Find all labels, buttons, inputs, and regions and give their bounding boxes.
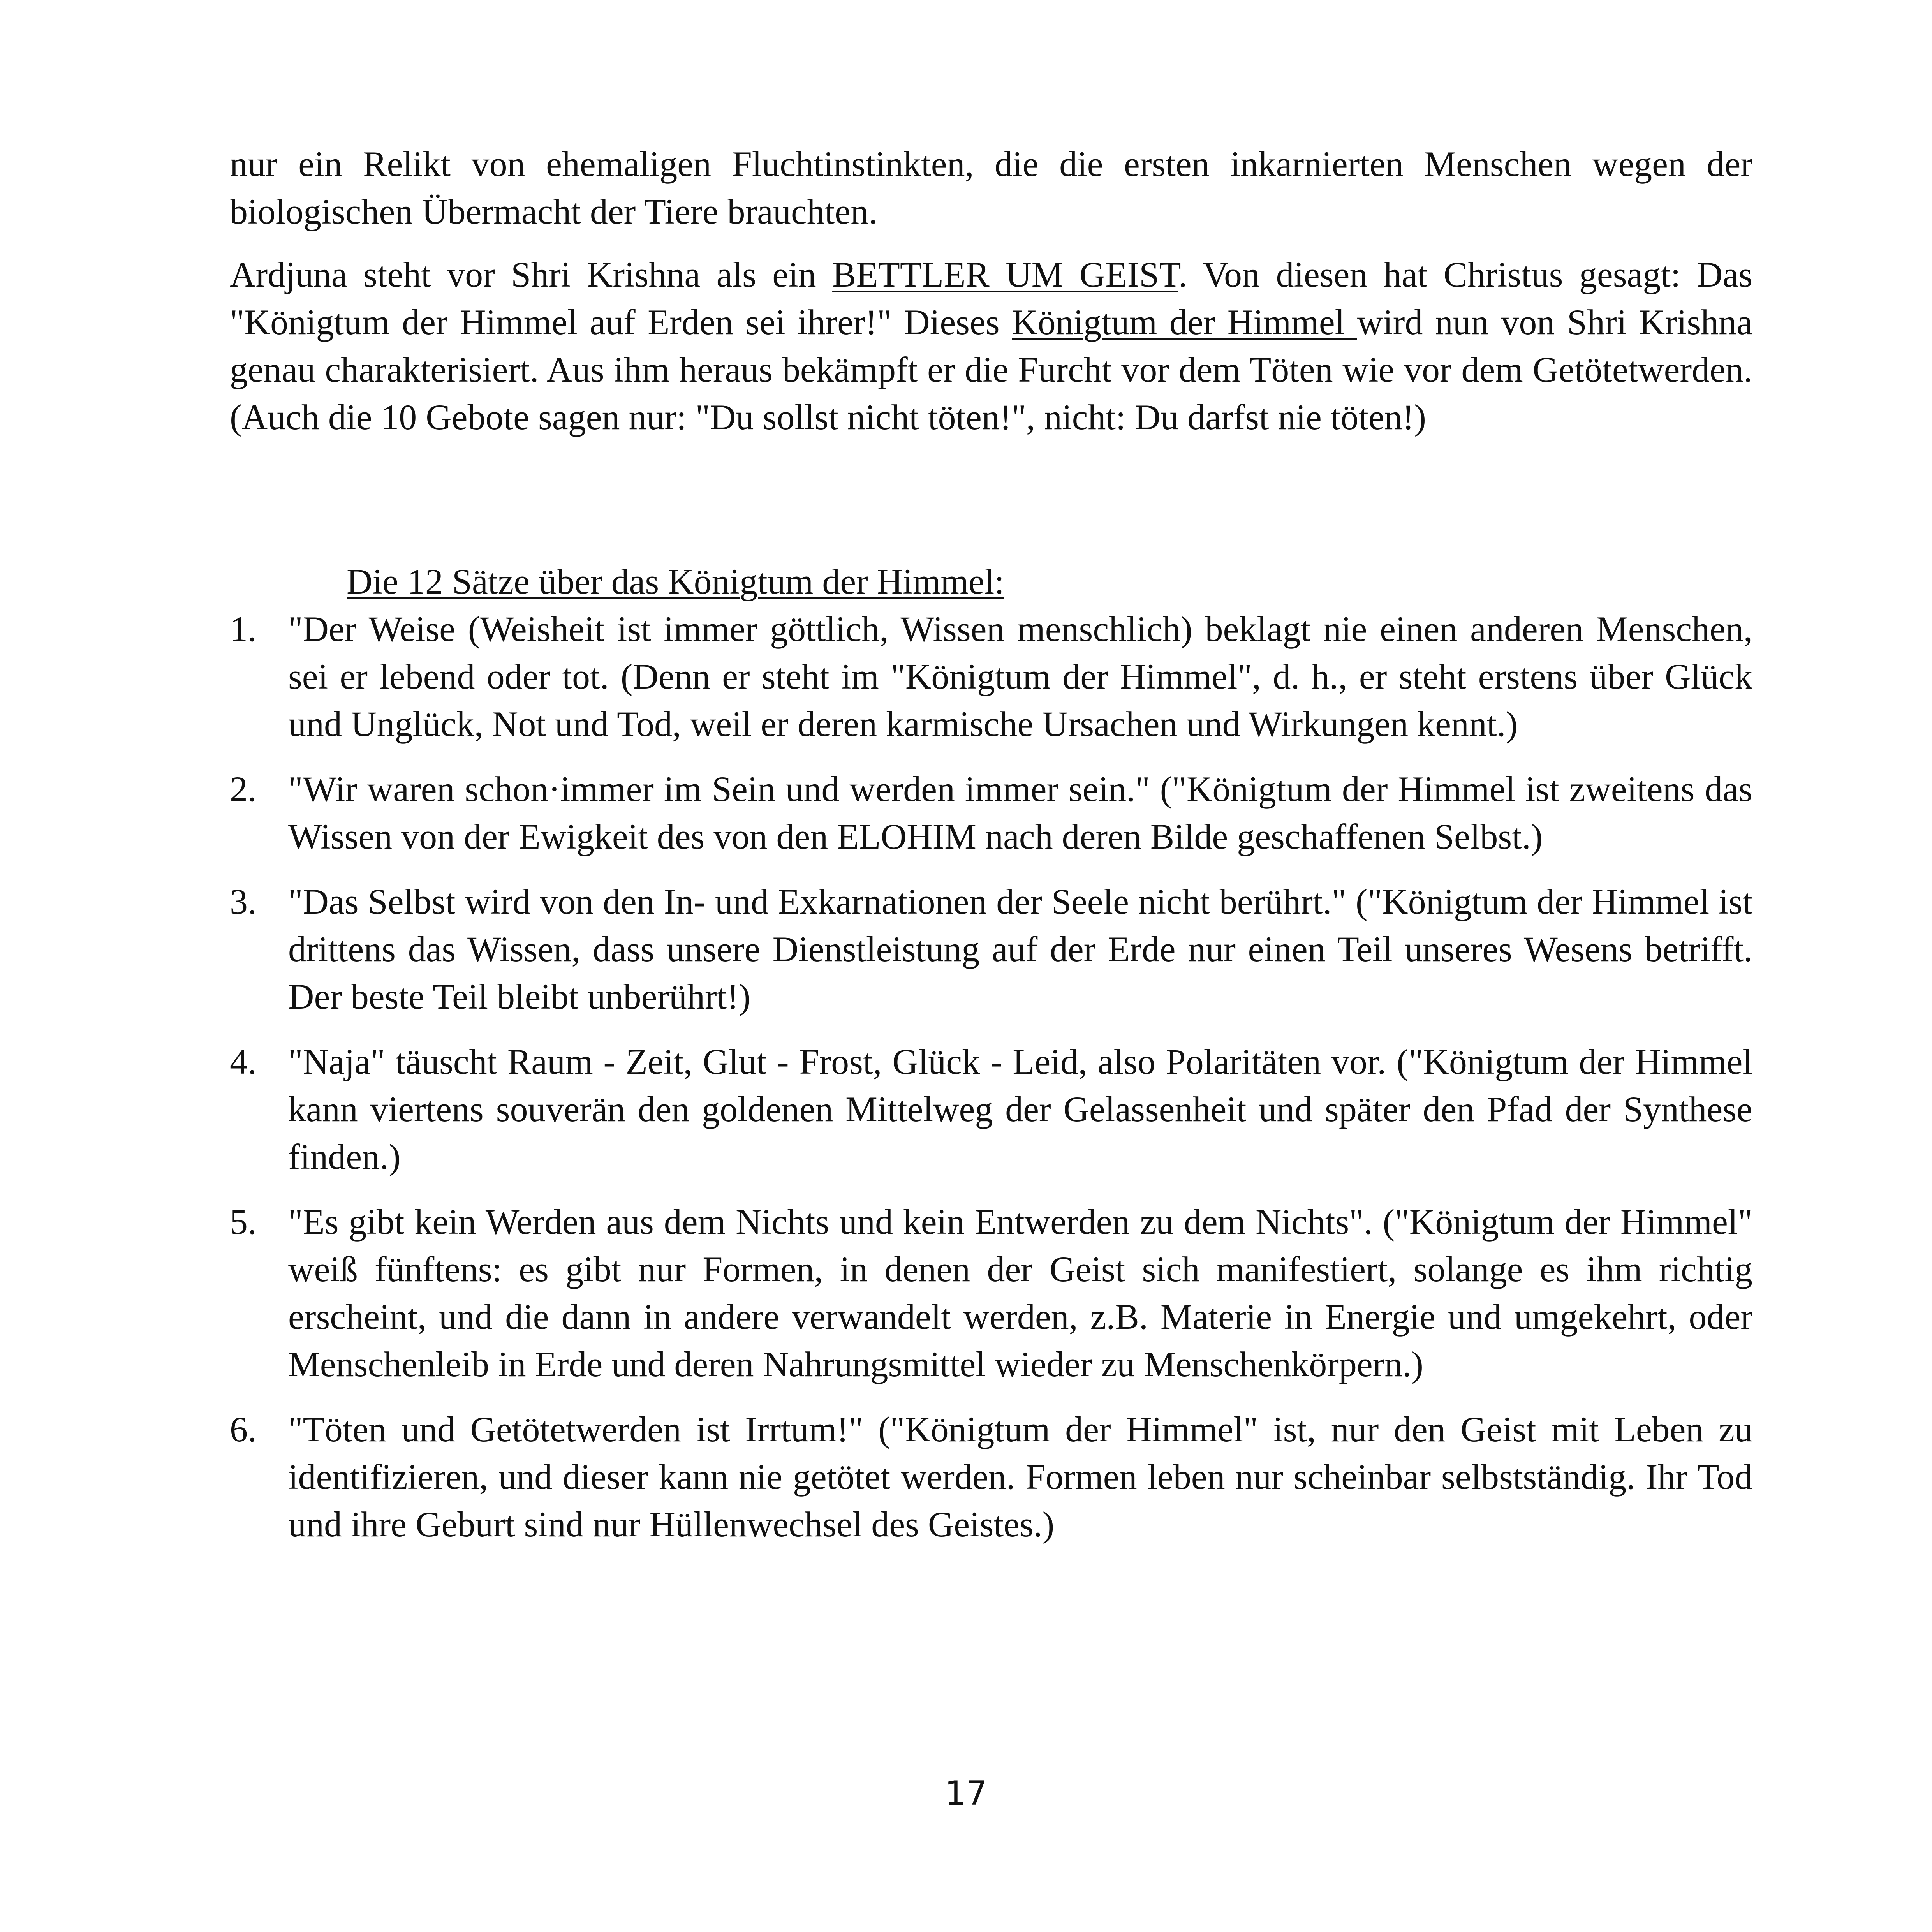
list-item-text: "Das Selbst wird von den In- und Exkarnationen der Seele nicht berührt." ("Königtum der Himmel ist drittens das Wissen, dass unsere Dienstleistung auf der Erde nur einen Teil unseres Wesens betrifft. Der beste Teil bleibt unberührt!) xyxy=(288,882,1752,1016)
list-item-text: "Naja" täuscht Raum - Zeit, Glut - Frost, Glück - Leid, also Polaritäten vor. ("Königtum der Himmel kann viertens souverän den goldenen Mittelweg der Gelassenheit und später den Pfad der Synthese finden.) xyxy=(288,1042,1752,1176)
section-heading-text: Die 12 Sätze über das Königtum der Himmel: xyxy=(347,562,1004,601)
numbered-list xyxy=(230,605,1752,1548)
list-item-number: 2. xyxy=(230,769,257,809)
list-item-text: "Es gibt kein Werden aus dem Nichts und kein Entwerden zu dem Nichts". ("Königtum der Himmel" weiß fünftens: es gibt nur Formen, in denen der Geist sich manifestiert, solange es ihm richtig erscheint, und die dann in andere verwandelt werden, z.B. Materie in Energie und umgekehrt, oder Menschenleib in Erde und deren Nahrungsmittel wieder zu Menschenkörpern.) xyxy=(288,1202,1752,1384)
list-item xyxy=(230,605,1752,748)
list-item-number: 5. xyxy=(230,1202,257,1242)
page-number: 17 xyxy=(944,1774,988,1813)
list-item xyxy=(230,1405,1752,1548)
paragraph-ardjuna-part-b: . Von diesen hat Christus gesagt: Das "Königtum der Himmel auf Erden sei ihrer!" Dieses xyxy=(230,255,1752,342)
list-item xyxy=(230,765,1752,860)
paragraph-ardjuna xyxy=(230,251,1752,441)
list-item-text: "Töten und Getötetwerden ist Irrtum!" ("Königtum der Himmel" ist, nur den Geist mit Leben zu identifizieren, und dieser kann nie getötet werden. Formen leben nur scheinbar selbstständig. Ihr Tod und ihre Geburt sind nur Hüllenwechsel des Geistes.) xyxy=(288,1409,1752,1544)
paragraph-ardjuna-part-a: Ardjuna steht vor Shri Krishna als ein xyxy=(230,255,833,294)
list-item-number: 3. xyxy=(230,882,257,921)
list-item xyxy=(230,1198,1752,1388)
paragraph-intro: nur ein Relikt von ehemaligen Fluchtinstinkten, die die ersten inkarnierten Menschen wegen der biologischen Übermacht der Tiere brauchten. xyxy=(230,144,1752,231)
list-item-number: 6. xyxy=(230,1409,257,1449)
list-item-text: "Der Weise (Weisheit ist immer göttlich, Wissen menschlich) beklagt nie einen anderen Menschen, sei er lebend oder tot. (Denn er steht im "Königtum der Himmel", d. h., er steht erstens über Glück und Unglück, Not und Tod, weil er deren karmische Ursachen und Wirkungen kennt.) xyxy=(288,609,1752,744)
page-body xyxy=(230,140,1752,1548)
underlined-koenigtum-der-himmel: Königtum der Himmel xyxy=(1012,302,1357,342)
list-item xyxy=(230,878,1752,1020)
underlined-bettler-um-geist: BETTLER UM GEIST xyxy=(832,255,1178,294)
list-item-text: "Wir waren schon·immer im Sein und werden immer sein." ("Königtum der Himmel ist zweitens das Wissen von der Ewigkeit des von den ELOHIM nach deren Bilde geschaffenen Selbst.) xyxy=(288,769,1752,856)
list-item-number: 1. xyxy=(230,609,257,649)
list-item-number: 4. xyxy=(230,1042,257,1081)
paragraph-ardjuna-part-c: wird nun von Shri Krishna genau charakterisiert. Aus ihm heraus bekämpft er die Furcht vor dem Töten wie vor dem Getötetwerden. (Auch die 10 Gebote sagen nur: "Du sollst nicht töten!", nicht: Du darfst nie töten!) xyxy=(230,302,1752,437)
section-heading xyxy=(230,558,1752,605)
list-item xyxy=(230,1038,1752,1180)
